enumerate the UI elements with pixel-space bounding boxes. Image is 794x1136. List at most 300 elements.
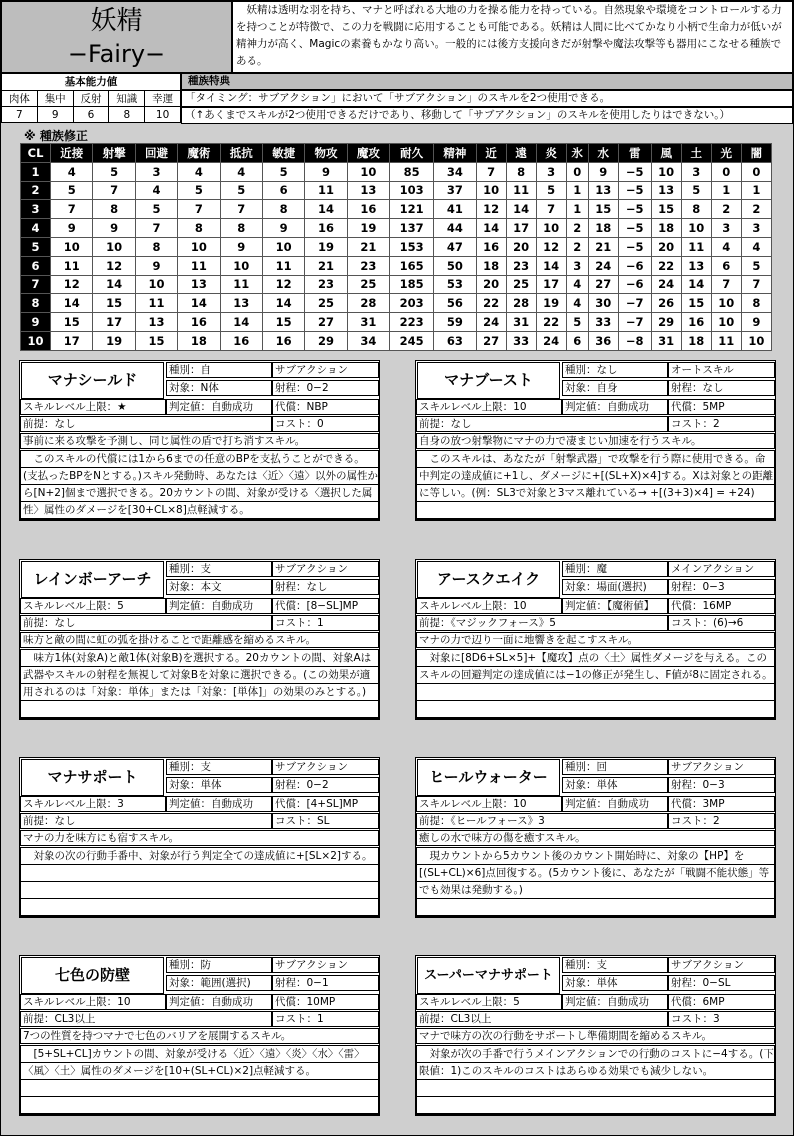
modifier-cell: 53 [434,275,476,294]
skill-level-cap: スキルレベル上限：10 [416,796,562,812]
skill-judge: 判定値：自動成功 [166,796,272,812]
modifier-column-header: 闇 [741,144,771,163]
modifier-column-header: 雷 [618,144,651,163]
skill-judge: 判定値：自動成功 [166,994,272,1010]
stat-label: 集中 [37,91,73,107]
modifier-cell: 11 [305,181,347,200]
skill-body: このスキルは、あなたが「射撃武器」で攻撃を行う際に使用できる。命中判定の達成値に+1し、ダメージに+[(SL+X)×4]する。Xは対象との距離に等しい。(例：SL3で対象と3マス離れている→ +[(3+3)×4] = +24) [416,450,775,520]
skill-range: 射程：0−3 [668,777,775,793]
modifier-cell: 245 [390,331,434,350]
skill-type: 種別：なし [562,362,668,378]
modifier-cell: 56 [434,294,476,313]
modifier-cell: 8 [262,200,304,219]
skill-card [415,757,776,918]
modifier-cell: 0 [741,162,771,181]
modifier-cell: 23 [506,256,536,275]
modifier-cell: 9 [305,162,347,181]
modifier-cell: 34 [434,162,476,181]
race-description: 妖精は透明な羽を持ち、マナと呼ばれる大地の力を操る能力を持っている。自然現象や環境をコントロールする力を持つことが特徴で、この力を戦闘に応用することも可能である。妖精は人間に比べてかなり小柄で生命力が低いが精神力が高く、Magicの素養もかなり高い。一般的には後方支援向きだが射撃や魔法攻撃等も器用にこなせる種族である。 [232,1,793,73]
skill-name: マナサポート [21,759,164,796]
modifier-cell: 22 [536,313,566,332]
modifier-cell: 5 [51,181,93,200]
modifier-cell: 3 [566,256,588,275]
modifier-cell: 165 [390,256,434,275]
feature-header: 種族特典 [181,73,793,90]
modifier-row [21,181,772,200]
modifier-cell: 11 [135,294,177,313]
skill-card [415,360,776,521]
skill-summary: マナの力で辺り一面に地響きを起こすスキル。 [416,632,775,648]
modifier-cell: −6 [618,256,651,275]
skill-body: 対象の次の行動手番中、対象が行う判定全ての達成値に+[SL×2]する。 [20,847,379,917]
modifier-cell: 15 [262,313,304,332]
modifier-row [21,331,772,350]
modifier-cell: 7 [220,200,262,219]
modifier-cell: 10 [476,181,506,200]
skill-judge: 判定値：自動成功 [562,994,668,1010]
modifier-cell: 31 [506,313,536,332]
modifier-cell: 203 [390,294,434,313]
modifier-cell: 14 [536,256,566,275]
modifier-cell: 11 [681,237,711,256]
skill-type: 種別：支 [166,759,272,775]
skill-cost: コスト：1 [272,615,379,631]
skill-card [415,559,776,720]
skill-cost-type: 代償：NBP [272,399,379,415]
modifier-cell: 6 [262,181,304,200]
modifier-cell: 153 [390,237,434,256]
modifier-cell: 44 [434,219,476,238]
skill-cost-type: 代償：[4+SL]MP [272,796,379,812]
skill-card [19,360,380,521]
modifier-cell: −8 [618,331,651,350]
modifier-cell: 7 [135,219,177,238]
stat-label: 反射 [73,91,109,107]
modifier-cell: 30 [588,294,618,313]
skill-judge: 判定値：自動成功 [562,796,668,812]
modifier-cell: 4 [178,162,220,181]
modifier-cl-cell: 5 [21,237,51,256]
modifier-cell: 7 [741,275,771,294]
skill-range: 射程：0−3 [668,579,775,595]
modifier-cell: 18 [476,256,506,275]
skill-name: マナシールド [21,362,164,399]
modifier-cell: 23 [347,256,389,275]
modifier-cell: 7 [711,275,741,294]
modifier-cell: 8 [178,219,220,238]
modifier-cell: 2 [711,200,741,219]
skill-target: 対象：単体 [562,777,668,793]
modifier-cell: 10 [741,331,771,350]
skill-target: 対象：単体 [562,975,668,991]
modifier-cell: 3 [135,162,177,181]
skill-summary: 自身の放つ射撃物にマナの力で凄まじい加速を行うスキル。 [416,433,775,449]
skill-body: 味方1体(対象A)と敵1体(対象B)を選択する。20カウントの間、対象Aは武器やスキルの射程を無視して対象Bを対象に選択できる。(この効果が適用されるのは「対象：単体」または「対象：[単体]」の効果のみとする。) [20,649,379,719]
stats-block [1,73,181,123]
modifier-cell: 20 [651,237,681,256]
modifier-cell: 5 [93,162,135,181]
modifier-cell: 26 [651,294,681,313]
modifier-cell: 19 [93,331,135,350]
stat-label: 幸運 [145,91,181,107]
skill-prerequisite: 前提：なし [20,615,272,631]
feature-line-1: 「タイミング：サブアクション」において「サブアクション」のスキルを2つ使用できる。 [181,90,793,107]
modifier-cell: 25 [506,275,536,294]
skill-name: 七色の防壁 [21,957,164,994]
modifier-column-header: 魔攻 [347,144,389,163]
modifier-cell: 0 [566,162,588,181]
race-name-jp: 妖精 [90,6,143,36]
modifier-row [21,237,772,256]
modifier-cell: 15 [588,200,618,219]
modifier-cell: 5 [220,181,262,200]
skill-prerequisite: 前提：なし [20,813,272,829]
modifier-label: ※ 種族修正 [24,129,88,143]
modifier-cell: 3 [536,162,566,181]
modifier-cell: 28 [506,294,536,313]
modifier-cell: 17 [536,275,566,294]
modifier-cell: 18 [681,331,711,350]
modifier-cl-cell: 6 [21,256,51,275]
modifier-cell: 7 [51,200,93,219]
skill-cost-type: 代償：5MP [668,399,775,415]
modifier-cl-cell: 7 [21,275,51,294]
skill-target: 対象：本文 [166,579,272,595]
skill-range: 射程：なし [272,579,379,595]
modifier-cell: 4 [741,237,771,256]
skill-range: 射程：0−SL [668,975,775,991]
modifier-cell: 16 [681,313,711,332]
modifier-cell: 24 [651,275,681,294]
skill-target: 対象：N体 [166,380,272,396]
skill-card [19,955,380,1116]
modifier-cell: 15 [51,313,93,332]
skill-level-cap: スキルレベル上限：5 [20,598,166,614]
modifier-cell: 4 [220,162,262,181]
skill-target: 対象：単体 [166,777,272,793]
skill-body: [5+SL+CL]カウントの間、対象が受ける〈近〉〈遠〉〈炎〉〈水〉〈雷〉〈風〉〈土〉属性のダメージを[10+(SL+CL)×2]点軽減する。 [20,1045,379,1115]
modifier-cell: 4 [566,294,588,313]
skill-timing: サブアクション [272,362,379,378]
modifier-row [21,256,772,275]
modifier-cell: −5 [618,219,651,238]
modifier-cell: 50 [434,256,476,275]
modifier-cl-cell: 8 [21,294,51,313]
modifier-cell: 13 [651,181,681,200]
modifier-cell: 121 [390,200,434,219]
skill-summary: 癒しの水で味方の傷を癒すスキル。 [416,830,775,846]
skill-cost: コスト：3 [668,1011,775,1027]
modifier-cell: 11 [711,331,741,350]
modifier-cell: 6 [711,256,741,275]
modifier-cell: −6 [618,275,651,294]
skill-cost: コスト：2 [668,813,775,829]
modifier-column-header: 土 [681,144,711,163]
modifier-cell: 1 [566,200,588,219]
modifier-column-header: 近接 [51,144,93,163]
modifier-cell: 5 [741,256,771,275]
modifier-cell: 10 [651,162,681,181]
skill-body: このスキルの代償には1から6までの任意のBPを支払うことができる。(支払ったBPをNとする。)スキル発動時、あなたは〈近〉〈遠〉以外の属性から[N+2]個まで選択できる。20カウントの間、対象が受ける〈選択した属性〉属性のダメージを[30+CL×8]点軽減する。 [20,450,379,520]
skill-prerequisite: 前提：《マジックフォース》5 [416,615,668,631]
modifier-cell: 33 [506,331,536,350]
skill-summary: 味方と敵の間に虹の弧を掛けることで距離感を縮めるスキル。 [20,632,379,648]
modifier-column-header: 抵抗 [220,144,262,163]
modifier-cell: 5 [536,181,566,200]
skill-cost-type: 代償：[8−SL]MP [272,598,379,614]
skill-target: 対象：範囲(選択) [166,975,272,991]
modifier-cell: 16 [178,313,220,332]
skill-timing: サブアクション [272,759,379,775]
modifier-row [21,162,772,181]
modifier-cell: 12 [476,200,506,219]
modifier-cell: 27 [305,313,347,332]
modifier-cell: 4 [711,237,741,256]
modifier-cell: 27 [588,275,618,294]
modifier-cell: 4 [135,181,177,200]
modifier-column-header: 精神 [434,144,476,163]
skill-prerequisite: 前提：なし [20,416,272,432]
modifier-cell: 19 [305,237,347,256]
modifier-cell: 2 [741,200,771,219]
modifier-cell: 13 [681,256,711,275]
skill-cost-type: 代償：16MP [668,598,775,614]
modifier-cell: 7 [178,200,220,219]
stat-value: 9 [37,107,73,123]
modifier-cell: 14 [220,313,262,332]
modifier-cell: 8 [681,200,711,219]
modifier-cell: 11 [220,275,262,294]
modifier-cell: 10 [711,313,741,332]
skill-card [415,955,776,1116]
skill-timing: サブアクション [668,759,775,775]
modifier-cell: 12 [536,237,566,256]
modifier-cell: −5 [618,162,651,181]
skill-cost-type: 代償：6MP [668,994,775,1010]
modifier-cell: 14 [262,294,304,313]
skill-level-cap: スキルレベル上限：5 [416,994,562,1010]
modifier-cell: 13 [347,181,389,200]
modifier-cell: 16 [347,200,389,219]
modifier-cell: 14 [506,200,536,219]
modifier-cell: 223 [390,313,434,332]
modifier-cell: 3 [741,219,771,238]
modifier-cell: 22 [651,256,681,275]
skill-timing: サブアクション [272,561,379,577]
modifier-cell: 8 [220,219,262,238]
skill-cost: コスト：(6)→6 [668,615,775,631]
modifier-cell: −5 [618,237,651,256]
modifier-cell: 4 [51,162,93,181]
modifier-cell: 6 [566,331,588,350]
modifier-cell: 31 [651,331,681,350]
modifier-cell: 37 [434,181,476,200]
skill-level-cap: スキルレベル上限：★ [20,399,166,415]
modifier-cell: 63 [434,331,476,350]
modifier-column-header: 近 [476,144,506,163]
modifier-cell: 17 [93,313,135,332]
modifier-cell: 5 [681,181,711,200]
modifier-column-header: 物攻 [305,144,347,163]
skill-level-cap: スキルレベル上限：10 [20,994,166,1010]
modifier-cell: 12 [93,256,135,275]
modifier-cell: 21 [347,237,389,256]
modifier-cell: 22 [476,294,506,313]
modifier-column-header: 風 [651,144,681,163]
modifier-cell: 14 [681,275,711,294]
skill-prerequisite: 前提：CL3以上 [416,1011,668,1027]
modifier-cell: 11 [178,256,220,275]
skill-range: 射程：0−1 [272,975,379,991]
modifier-cell: 27 [476,331,506,350]
skill-name: スーパーマナサポート [417,957,560,994]
modifier-cell: −7 [618,294,651,313]
modifier-cell: 10 [135,275,177,294]
skill-level-cap: スキルレベル上限：3 [20,796,166,812]
modifier-cl-cell: 3 [21,200,51,219]
modifier-cell: 0 [711,162,741,181]
skill-cost: コスト：1 [272,1011,379,1027]
modifier-cell: 25 [305,294,347,313]
modifier-row [21,313,772,332]
modifier-cell: 13 [135,313,177,332]
modifier-row [21,275,772,294]
modifier-cell: 24 [536,331,566,350]
modifier-cell: 103 [390,181,434,200]
modifier-cell: 9 [135,256,177,275]
skill-judge: 判定値：自動成功 [562,399,668,415]
skill-type: 種別：支 [166,561,272,577]
modifier-cell: −7 [618,313,651,332]
modifier-cell: 41 [434,200,476,219]
stat-label: 知識 [109,91,145,107]
race-title [1,1,232,73]
skill-target: 対象：自身 [562,380,668,396]
skill-summary: 7つの性質を持つマナで七色のバリアを展開するスキル。 [20,1028,379,1044]
skill-prerequisite: 前提：なし [416,416,668,432]
modifier-cell: 28 [347,294,389,313]
modifier-row [21,200,772,219]
modifier-cell: 13 [220,294,262,313]
modifier-cell: 9 [51,219,93,238]
modifier-cl-cell: 1 [21,162,51,181]
modifier-cell: 1 [711,181,741,200]
modifier-cell: 18 [588,219,618,238]
skill-cost: コスト：2 [668,416,775,432]
modifier-cell: 137 [390,219,434,238]
modifier-cell: 24 [476,313,506,332]
modifier-column-header: CL [21,144,51,163]
skill-card [19,559,380,720]
skill-cost-type: 代償：3MP [668,796,775,812]
skill-cost-type: 代償：10MP [272,994,379,1010]
modifier-column-header: 射撃 [93,144,135,163]
modifier-cell: 21 [305,256,347,275]
modifier-cell: 8 [135,237,177,256]
modifier-cell: 31 [347,313,389,332]
skill-type: 種別：防 [166,957,272,973]
modifier-cell: 11 [506,181,536,200]
skill-level-cap: スキルレベル上限：10 [416,598,562,614]
modifier-column-header: 光 [711,144,741,163]
modifier-cell: 7 [536,200,566,219]
modifier-cell: 9 [220,237,262,256]
modifier-cell: 18 [651,219,681,238]
skill-judge: 判定値：自動成功 [166,399,272,415]
modifier-cell: 8 [741,294,771,313]
modifier-column-header: 回避 [135,144,177,163]
skill-type: 種別：回 [562,759,668,775]
modifier-cell: 15 [681,294,711,313]
modifier-row [21,294,772,313]
modifier-cell: 10 [347,162,389,181]
skill-timing: オートスキル [668,362,775,378]
modifier-cell: 33 [588,313,618,332]
modifier-cell: 3 [681,162,711,181]
modifier-cell: 16 [305,219,347,238]
modifier-cell: 15 [651,200,681,219]
skill-judge: 判定値：自動成功 [166,598,272,614]
modifier-cell: 20 [476,275,506,294]
modifier-cell: 10 [51,237,93,256]
modifier-cell: 34 [347,331,389,350]
modifier-row [21,219,772,238]
modifier-cell: 16 [220,331,262,350]
modifier-cell: 1 [741,181,771,200]
skill-timing: メインアクション [668,561,775,577]
modifier-cell: 2 [566,219,588,238]
modifier-cell: 20 [506,237,536,256]
skill-body: 対象に[8D6+SL×5]+【魔攻】点の〈土〉属性ダメージを与える。このスキルの回避判定の達成値には−1の修正が発生し、F値が8に固定される。 [416,649,775,719]
modifier-cell: 19 [347,219,389,238]
modifier-cell: 11 [51,256,93,275]
modifier-cell: 5 [135,200,177,219]
skill-level-cap: スキルレベル上限：10 [416,399,562,415]
modifier-cell: 10 [536,219,566,238]
modifier-cell: 4 [566,275,588,294]
modifier-cell: 14 [93,275,135,294]
modifier-cell: 2 [566,237,588,256]
skill-type: 種別：支 [562,957,668,973]
modifier-cl-cell: 2 [21,181,51,200]
stat-value: 8 [109,107,145,123]
modifier-cell: 13 [178,275,220,294]
race-name-en: −Fairy− [67,40,166,68]
skill-cost: コスト：SL [272,813,379,829]
race-feature [181,73,793,124]
modifier-cell: 21 [588,237,618,256]
modifier-cell: 10 [178,237,220,256]
modifier-cell: 8 [93,200,135,219]
skill-name: アースクエイク [417,561,560,598]
modifier-cl-cell: 4 [21,219,51,238]
modifier-cell: 23 [305,275,347,294]
modifier-cell: 14 [476,219,506,238]
modifier-cell: 12 [51,275,93,294]
modifier-cell: 14 [51,294,93,313]
skill-body: 対象が次の手番で行うメインアクションでの行動のコストに−4する。(下限値：1)このスキルのコストはあらゆる効果でも減少しない。 [416,1045,775,1115]
modifier-cell: 25 [347,275,389,294]
modifier-cell: 24 [588,256,618,275]
modifier-cell: 17 [506,219,536,238]
skill-name: マナブースト [417,362,560,399]
skill-name: レインボーアーチ [21,561,164,598]
modifier-cell: 18 [178,331,220,350]
modifier-cell: 9 [262,219,304,238]
modifier-cell: 13 [588,181,618,200]
modifier-cell: 85 [390,162,434,181]
modifier-cell: 16 [262,331,304,350]
